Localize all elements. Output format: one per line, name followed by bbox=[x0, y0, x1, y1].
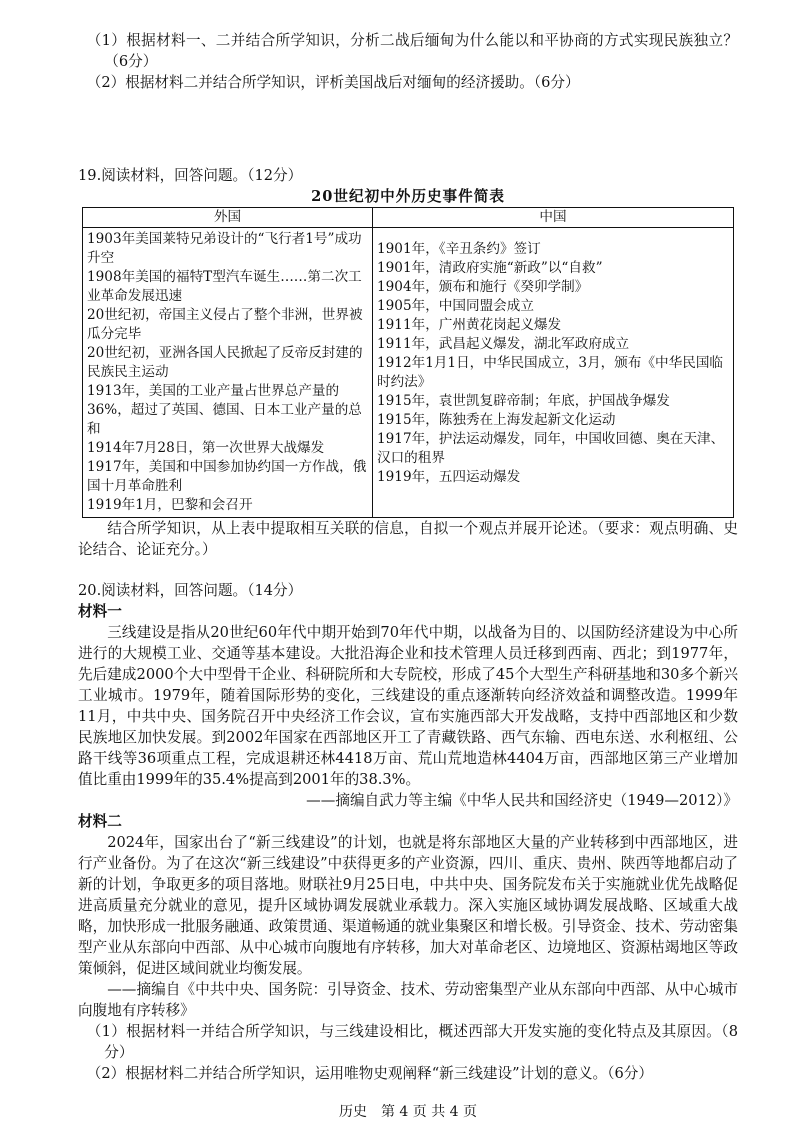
page-footer: 历史 第 4 页 共 4 页 bbox=[338, 1104, 478, 1120]
foreign-event: 1908年美国的福特T型汽车诞生……第二次工业革命发展迅速 bbox=[87, 269, 362, 304]
china-event: 1901年，《辛丑条约》签订 bbox=[377, 241, 541, 257]
material-2-source: ——摘编自《中共中央、国务院：引导资金、技术、劳动密集型产业从东部向中西部、从中心城市向腹地有序转移》 bbox=[78, 981, 738, 1019]
china-events-cell bbox=[373, 228, 734, 518]
china-event: 1911年，广州黄花岗起义爆发 bbox=[377, 317, 562, 333]
q20-sub-2: （2）根据材料二并结合所学知识，运用唯物史观阐释“新三线建设”计划的意义。（6分） bbox=[86, 1065, 653, 1082]
q18-subquestions bbox=[78, 30, 738, 93]
material-2-label: 材料二 bbox=[78, 813, 122, 830]
q20-sub-1: （1）根据材料一并结合所学知识，与三线建设相比，概述西部大开发实施的变化特点及其原因。（8分） bbox=[86, 1023, 738, 1061]
q19-header: 19.阅读材料，回答问题。（12分） bbox=[78, 167, 303, 184]
china-event: 1917年，护法运动爆发，同年，中国收回德、奥在天津、汉口的租界 bbox=[377, 431, 725, 466]
china-event: 1912年1月1日，中华民国成立，3月，颁布《中华民国临时约法》 bbox=[377, 355, 724, 390]
foreign-event: 20世纪初，亚洲各国人民掀起了反帝反封建的民族民主运动 bbox=[87, 345, 363, 380]
foreign-event: 1913年，美国的工业产量占世界总产量的36%，超过了英国、德国、日本工业产量的总和 bbox=[87, 383, 362, 437]
foreign-event: 1919年1月，巴黎和会召开 bbox=[87, 497, 253, 513]
china-event: 1905年，中国同盟会成立 bbox=[377, 298, 534, 314]
china-event: 1915年，袁世凯复辟帝制；年底，护国战争爆发 bbox=[377, 393, 670, 409]
china-event: 1915年，陈独秀在上海发起新文化运动 bbox=[377, 412, 616, 428]
q20-header: 20.阅读材料，回答问题。（14分） bbox=[78, 582, 303, 599]
china-event: 1901年，清政府实施“新政”以“自救” bbox=[377, 260, 603, 276]
table-title: 20世纪初中外历史事件简表 bbox=[311, 188, 505, 205]
china-event: 1919年，五四运动爆发 bbox=[377, 469, 521, 485]
material-1-label: 材料一 bbox=[78, 603, 122, 620]
foreign-events-cell bbox=[83, 228, 373, 518]
question-20 bbox=[78, 580, 738, 1084]
china-event: 1911年，武昌起义爆发，湖北军政府成立 bbox=[377, 336, 630, 352]
q18-sub-2: （2）根据材料二并结合所学知识，评析美国战后对缅甸的经济援助。（6分） bbox=[86, 74, 580, 91]
foreign-event: 1914年7月28日，第一次世界大战爆发 bbox=[87, 440, 325, 456]
column-header-foreign: 外国 bbox=[83, 208, 373, 228]
q19-prompt: 结合所学知识，从上表中提取相互关联的信息，自拟一个观点并展开论述。（要求：观点明确、史论结合、论证充分。） bbox=[78, 520, 738, 558]
foreign-event: 20世纪初，帝国主义侵占了整个非洲，世界被瓜分完毕 bbox=[87, 307, 363, 342]
foreign-event: 1917年，美国和中国参加协约国一方作战，俄国十月革命胜利 bbox=[87, 459, 367, 494]
column-header-china: 中国 bbox=[373, 208, 734, 228]
foreign-event: 1903年美国莱特兄弟设计的“飞行者1号”成功升空 bbox=[87, 231, 362, 266]
events-table bbox=[82, 207, 734, 518]
china-event: 1904年，颁布和施行《癸卯学制》 bbox=[377, 279, 589, 295]
material-1-source: ——摘编自武力等主编《中华人民共和国经济史（1949—2012）》 bbox=[306, 792, 738, 809]
material-1-text: 三线建设是指从20世纪60年代中期开始到70年代中期，以战备为目的、以国防经济建设为中心所进行的大规模工业、交通等基本建设。大批沿海企业和技术管理人员迁移到西南、西北；到1977年，先后建成2000个大中型骨干企业、科研院所和大专院校，形成了45个大型生产科研基地和30多个新兴工业城市。1979年，随着国际形势的变化，三线建设的重点逐渐转向经济效益和调整改造。1999年11月，中共中央、国务院召开中央经济工作会议，宣布实施西部大开发战略，支持中西部地区和少数民族地区加快发展。到2002年国家在西部地区开工了青藏铁路、西气东输、西电东送、水利枢纽、公路干线等36项重点工程，完成退耕还林4418万亩、荒山荒地造林4404万亩，西部地区第三产业增加值比重由1999年的35.4%提高到2001年的38.3%。 bbox=[78, 624, 738, 788]
material-2-text: 2024年，国家出台了“新三线建设”的计划，也就是将东部地区大量的产业转移到中西部地区，进行产业备份。为了在这次“新三线建设”中获得更多的产业资源，四川、重庆、贵州、陕西等地都启动了新的计划，争取更多的项目落地。财联社9月25日电，中共中央、国务院发布关于实施就业优先战略促进高质量充分就业的意见，提升区域协调发展就业承载力。深入实施区域协调发展战略、区域重大战略，加快形成一批服务融通、政策贯通、渠道畅通的就业集聚区和增长极。引导资金、技术、劳动密集型产业从东部向中西部、从中心城市向腹地有序转移，加大对革命老区、边境地区、资源枯竭地区等政策倾斜，促进区域间就业均衡发展。 bbox=[78, 834, 738, 977]
q18-sub-1: （1）根据材料一、二并结合所学知识，分析二战后缅甸为什么能以和平协商的方式实现民族独立？（6分） bbox=[86, 32, 738, 70]
question-19 bbox=[78, 165, 738, 560]
